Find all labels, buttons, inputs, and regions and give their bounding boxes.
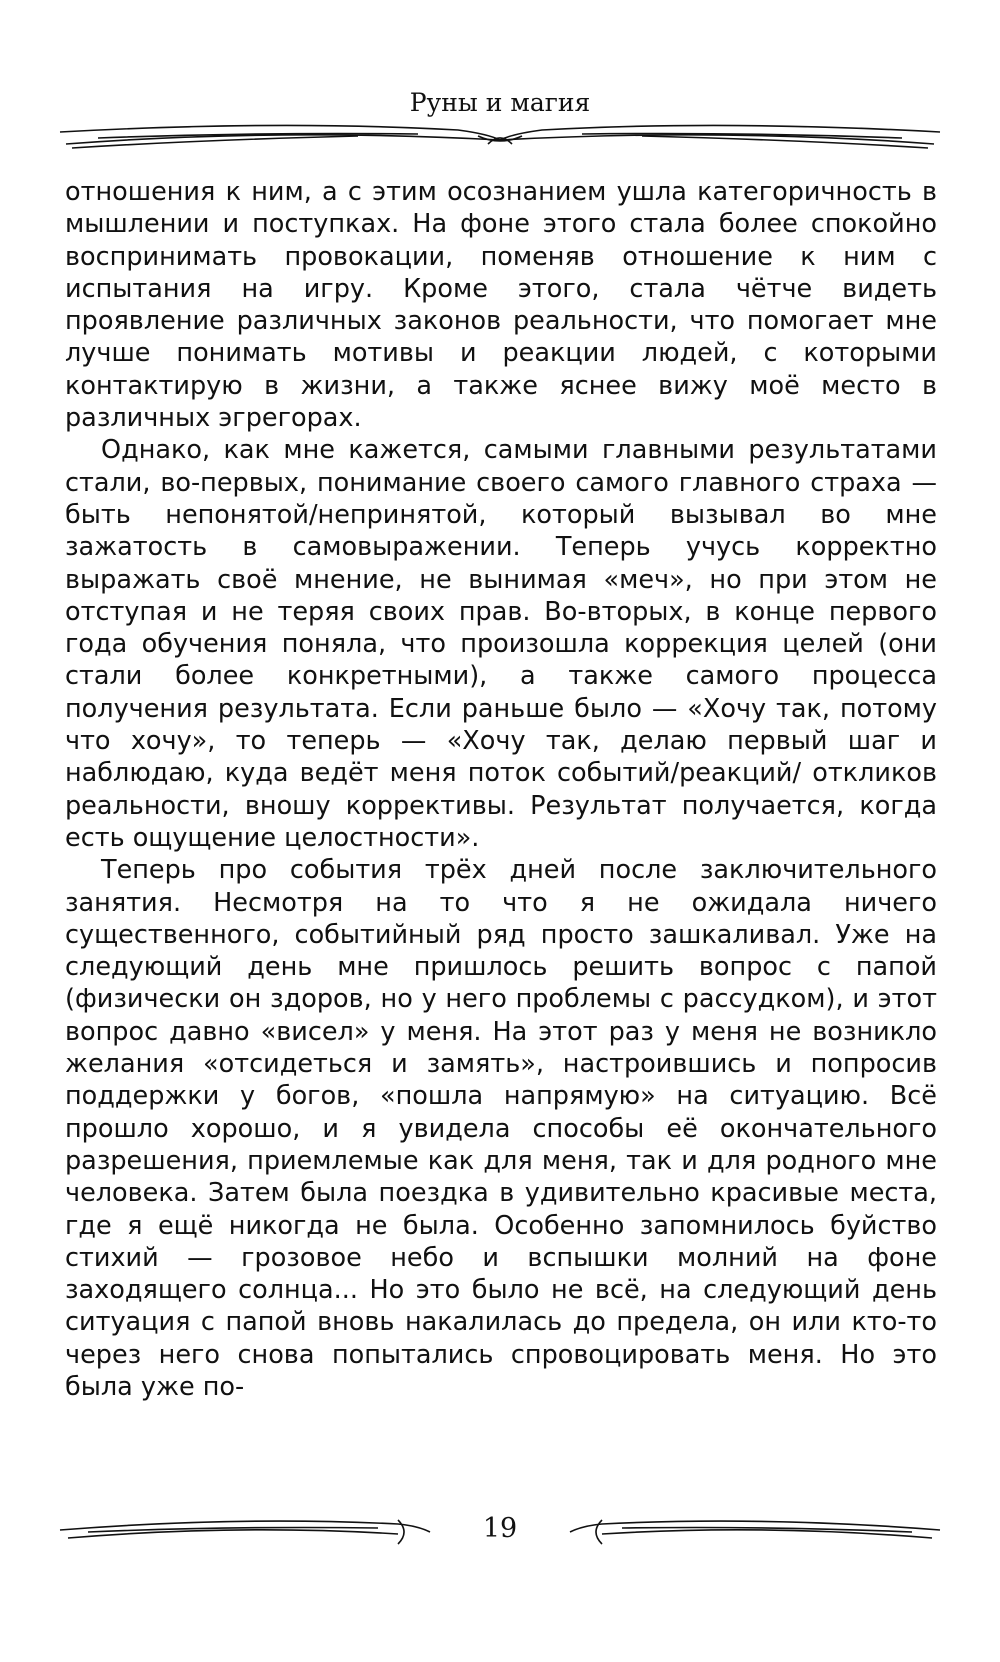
paragraph-1: отношения к ним, а с этим осознанием ушла категоричность в мышлении и поступках. На фоне этого стала более спокойно воспринимать провокации, поменяв отношение к ним с испытания на игру. Кроме этого, стала чётче видеть проявление различных законов реальности, что помогает мне лучше понимать мотивы и реакции людей, с которыми контактирую в жизни, а также яснее вижу моё место в различных эгрегорах.	[65, 177, 937, 434]
running-header-title: Руны и магия	[409, 88, 591, 117]
header-ornament-divider	[58, 118, 942, 158]
paragraph-3: Теперь про события трёх дней после заключительного занятия. Несмотря на то что я не ожидала ничего существенного, событийный ряд просто зашкаливал. Уже на следующий день мне пришлось решить вопрос с папой (физически он здоров, но у него проблемы с рассудком), и этот вопрос давно «висел» у меня. На этот раз у меня не возникло желания «отсидеться и замять», настроившись и попросив поддержки у богов, «пошла напрямую» на ситуацию. Всё прошло хорошо, и я увидела способы её окончательного разрешения, приемлемые как для меня, так и для родного мне человека. Затем была поездка в удивительно красивые места, где я ещё никогда не была. Особенно запомнилось буйство стихий — грозовое небо и вспышки молний на фоне заходящего солнца... Но это было не всё, на следующий день ситуация с папой вновь накалилась до предела, он или кто-то через него снова попытались спровоцировать меня. Но это была уже по-	[65, 855, 937, 1402]
page-number: 19	[482, 1513, 518, 1544]
paragraph-2: Однако, как мне кажется, самыми главными результатами стали, во-первых, понимание своего самого главного страха — быть непонятой/непринятой, который вызывал во мне зажатость в самовыражении. Теперь учусь корректно выражать своё мнение, не вынимая «меч», но при этом не отступая и не теряя своих прав. Во-вторых, в конце первого года обучения поняла, что произошла коррекция целей (они стали более конкретными), а также самого процесса получения результата. Если раньше было — «Хочу так, потому что хочу», то теперь — «Хочу так, делаю первый шаг и наблюдаю, куда ведёт меня поток событий/реакций/ откликов реальности, вношу коррективы. Результат получается, когда есть ощущение целостности».	[65, 435, 937, 853]
body-text	[65, 176, 937, 1403]
